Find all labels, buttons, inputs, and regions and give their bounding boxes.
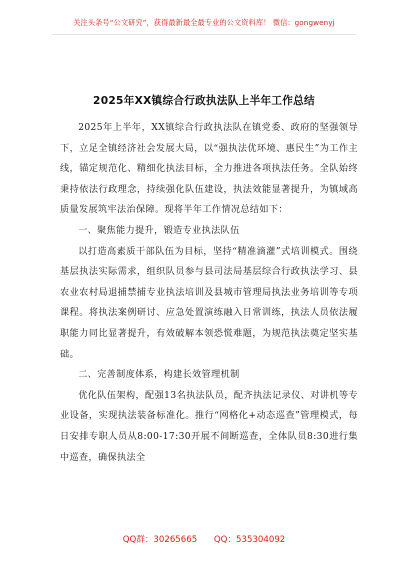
footer-qq: QQ：535304092 <box>213 535 286 545</box>
header-banner: 关注头条号“公文研究”，获得最新最全最专业的公文资料库！ 微信：gongwenyj <box>73 18 335 27</box>
header-divider <box>52 34 356 35</box>
footer-contact <box>0 533 408 545</box>
section-paragraph-1: 以打造高素质干部队伍为目标，坚持“精准滴灌”式培训模式。围绕基层执法实际需求，组织队员参与县司法局基层综合行政执法学习、县农业农村局退捕禁捕专业执法培训及县城市管理局执法业务培训等专项课程。将执法案例研讨、应急处置演练融入日常训练，执法人员依法履职能力同比显著提升，有效破解本领恐慌难题，为规范执法奠定坚实基础。 <box>60 246 358 360</box>
footer-qq-group: QQ群：30265665 <box>122 535 198 545</box>
document-title: 2025年XX镇综合行政执法队上半年工作总结 <box>93 95 315 107</box>
intro-paragraph: 2025年上半年，XX镇综合行政执法队在镇党委、政府的坚强领导下，立足全镇经济社会发展大局，以“强执法优环境、惠民生”为工作主线，锚定规范化、精细化执法目标，全力推进各项执法任务。全队始终秉持依法行政理念，持续强化队伍建设，执法效能显著提升，为镇域高质量发展筑牢法治保障。现将半年工作情况总结如下： <box>60 123 358 216</box>
section-heading-2: 二、完善制度体系，构建长效管理机制 <box>78 370 240 381</box>
document-body <box>60 118 358 468</box>
section-paragraph-2: 优化队伍架构，配强13名执法队员，配齐执法记录仪、对讲机等专业设备，实现执法装备标准化。推行“网格化+动态巡查”管理模式，每日安排专职人员从8:00-17:30开展不间断巡查，全体队员8:30进行集中巡查，确保执法全 <box>60 390 358 463</box>
section-heading-1: 一、聚焦能力提升，锻造专业执法队伍 <box>78 225 240 236</box>
